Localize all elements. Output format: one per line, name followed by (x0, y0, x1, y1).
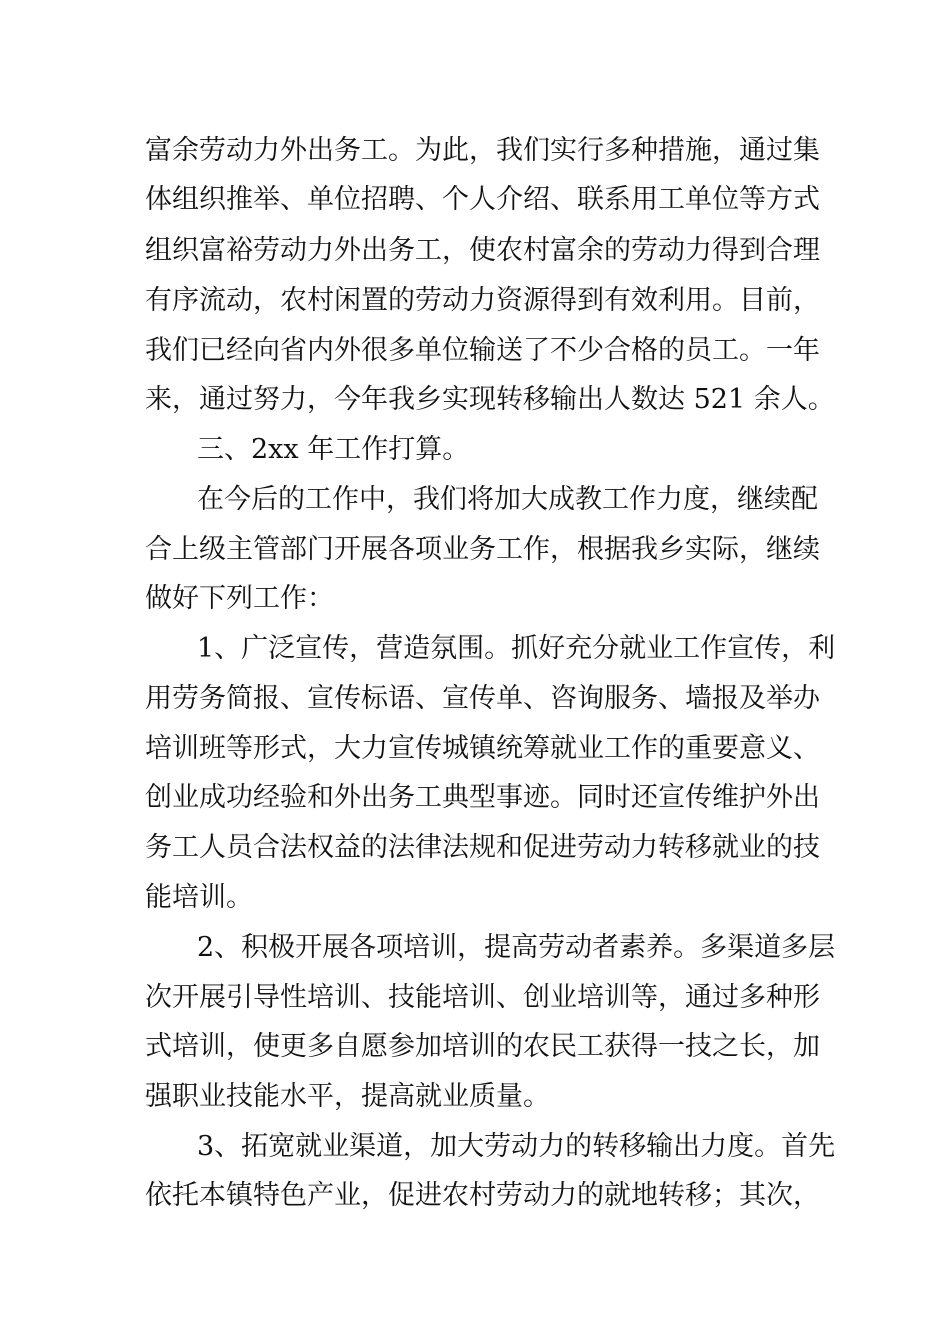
text-line: 合上级主管部门开展各项业务工作，根据我乡实际，继续 (145, 534, 820, 565)
text-line: 次开展引导性培训、技能培训、创业培训等，通过多种形 (145, 982, 820, 1013)
text-line: 在今后的工作中，我们将加大成教工作力度，继续配 (197, 484, 818, 515)
text-line: 有序流动，农村闲置的劳动力资源得到有效利用。目前， (145, 285, 820, 316)
text-line: 能培训。 (145, 882, 253, 913)
text-line: 体组织推举、单位招聘、个人介绍、联系用工单位等方式 (145, 184, 820, 215)
text-line: 3、拓宽就业渠道，加大劳动力的转移输出力度。首先 (197, 1131, 836, 1162)
text-line: 用劳务简报、宣传标语、宣传单、咨询服务、墙报及举办 (145, 683, 820, 714)
text-line: 式培训，使更多自愿参加培训的农民工获得一技之长，加 (145, 1031, 820, 1062)
text-line: 务工人员合法权益的法律法规和促进劳动力转移就业的技 (145, 832, 820, 863)
text-line: 依托本镇特色产业，促进农村劳动力的就地转移；其次， (145, 1180, 820, 1211)
text-line: 富余劳动力外出务工。为此，我们实行多种措施，通过集 (145, 135, 820, 166)
text-line: 组织富裕劳动力外出务工，使农村富余的劳动力得到合理 (145, 235, 820, 266)
text-line: 强职业技能水平，提高就业质量。 (145, 1081, 550, 1112)
text-line: 做好下列工作： (145, 583, 334, 614)
section-heading: 三、2xx 年工作打算。 (197, 434, 470, 465)
text-line: 培训班等形式，大力宣传城镇统筹就业工作的重要意义、 (145, 733, 820, 764)
text-line: 来，通过努力，今年我乡实现转移输出人数达 521 余人。 (145, 384, 835, 415)
text-line: 创业成功经验和外出务工典型事迹。同时还宣传维护外出 (145, 782, 820, 813)
text-line: 1、广泛宣传，营造氛围。抓好充分就业工作宣传，利 (197, 633, 836, 664)
text-line: 2、积极开展各项培训，提高劳动者素养。多渠道多层 (197, 932, 836, 963)
text-line: 我们已经向省内外很多单位输送了不少合格的员工。一年 (145, 335, 820, 366)
